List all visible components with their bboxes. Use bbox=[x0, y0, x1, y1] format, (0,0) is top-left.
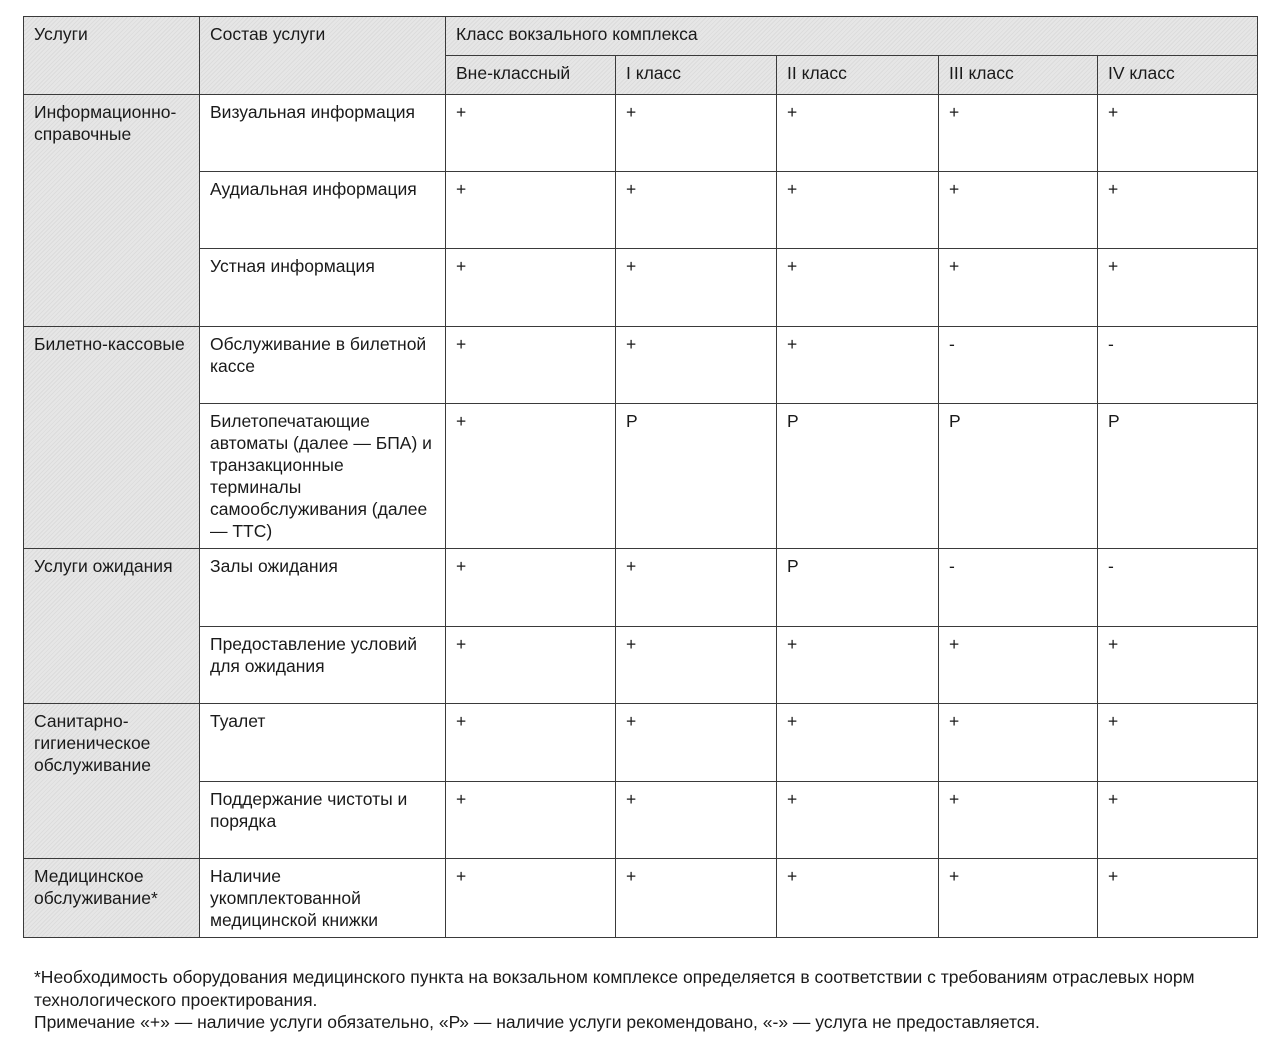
value-cell: + bbox=[1098, 782, 1258, 859]
value-cell: + bbox=[939, 782, 1098, 859]
value-cell: + bbox=[1098, 249, 1258, 327]
value-cell: + bbox=[777, 249, 939, 327]
service-cell: Аудиальная информация bbox=[200, 172, 446, 249]
value-cell: + bbox=[446, 549, 616, 627]
service-cell: Залы ожидания bbox=[200, 549, 446, 627]
value-cell: + bbox=[446, 782, 616, 859]
service-cell: Визуальная информация bbox=[200, 95, 446, 172]
value-cell: - bbox=[1098, 327, 1258, 404]
header-class: II класс bbox=[777, 56, 939, 95]
value-cell: + bbox=[1098, 627, 1258, 704]
value-cell: + bbox=[1098, 95, 1258, 172]
value-cell: + bbox=[1098, 859, 1258, 938]
value-cell: - bbox=[939, 549, 1098, 627]
value-cell: + bbox=[1098, 172, 1258, 249]
value-cell: Р bbox=[616, 404, 777, 549]
value-cell: + bbox=[446, 704, 616, 782]
service-cell: Предоставление условий для ожидания bbox=[200, 627, 446, 704]
value-cell: + bbox=[446, 95, 616, 172]
service-cell: Поддержание чистоты и порядка bbox=[200, 782, 446, 859]
service-group: Услуги ожидания bbox=[24, 549, 200, 704]
service-cell: Наличие укомплектованной медицинской книжки bbox=[200, 859, 446, 938]
header-class: I класс bbox=[616, 56, 777, 95]
table-row bbox=[24, 249, 1258, 327]
value-cell: + bbox=[777, 782, 939, 859]
value-cell: + bbox=[616, 95, 777, 172]
value-cell: + bbox=[446, 404, 616, 549]
value-cell: + bbox=[939, 859, 1098, 938]
value-cell: + bbox=[939, 704, 1098, 782]
value-cell: Р bbox=[777, 549, 939, 627]
header-class: Вне-классный bbox=[446, 56, 616, 95]
header-class-group: Класс вокзального комплекса bbox=[446, 17, 1258, 56]
value-cell: + bbox=[939, 249, 1098, 327]
value-cell: + bbox=[616, 704, 777, 782]
value-cell: + bbox=[616, 249, 777, 327]
value-cell: + bbox=[939, 172, 1098, 249]
value-cell: - bbox=[939, 327, 1098, 404]
table-row bbox=[24, 549, 1258, 627]
service-group: Санитарно-гигиеническое обслуживание bbox=[24, 704, 200, 859]
footnote-legend: Примечание «+» — наличие услуги обязательно, «Р» — наличие услуги рекомендовано, «-» — услуга не предоставляется. bbox=[34, 1012, 1040, 1032]
services-table bbox=[23, 16, 1258, 938]
value-cell: + bbox=[777, 859, 939, 938]
value-cell: + bbox=[446, 249, 616, 327]
value-cell: Р bbox=[1098, 404, 1258, 549]
value-cell: + bbox=[777, 95, 939, 172]
value-cell: + bbox=[1098, 704, 1258, 782]
table-row bbox=[24, 327, 1258, 404]
value-cell: + bbox=[446, 172, 616, 249]
value-cell: + bbox=[616, 549, 777, 627]
value-cell: + bbox=[446, 859, 616, 938]
service-cell: Обслуживание в билетной кассе bbox=[200, 327, 446, 404]
value-cell: Р bbox=[777, 404, 939, 549]
value-cell: + bbox=[777, 327, 939, 404]
value-cell: - bbox=[1098, 549, 1258, 627]
table-row bbox=[24, 95, 1258, 172]
value-cell: + bbox=[777, 627, 939, 704]
table-row bbox=[24, 782, 1258, 859]
value-cell: + bbox=[446, 327, 616, 404]
table-row bbox=[24, 172, 1258, 249]
service-cell: Устная информация bbox=[200, 249, 446, 327]
header-services: Услуги bbox=[24, 17, 200, 95]
value-cell: + bbox=[939, 627, 1098, 704]
table-row bbox=[24, 627, 1258, 704]
service-cell: Билетопечатающие автоматы (далее — БПА) и транзакционные терминалы самообслуживания (далее — ТТС) bbox=[200, 404, 446, 549]
value-cell: + bbox=[616, 782, 777, 859]
value-cell: + bbox=[939, 95, 1098, 172]
footnote-asterisk: *Необходимость оборудования медицинского пункта на вокзальном комплексе определяется в соответствии с требованиям отраслевых норм технологического проектирования. bbox=[34, 967, 1195, 1010]
value-cell: Р bbox=[939, 404, 1098, 549]
table-row bbox=[24, 404, 1258, 549]
value-cell: + bbox=[777, 704, 939, 782]
service-group: Билетно-кассовые bbox=[24, 327, 200, 549]
value-cell: + bbox=[616, 859, 777, 938]
header-row-1 bbox=[24, 17, 1258, 56]
service-group: Информационно-справочные bbox=[24, 95, 200, 327]
value-cell: + bbox=[616, 327, 777, 404]
value-cell: + bbox=[616, 172, 777, 249]
table-row bbox=[24, 704, 1258, 782]
table-row bbox=[24, 859, 1258, 938]
value-cell: + bbox=[616, 627, 777, 704]
service-group: Медицинское обслуживание* bbox=[24, 859, 200, 938]
header-class: IV класс bbox=[1098, 56, 1258, 95]
header-composition: Состав услуги bbox=[200, 17, 446, 95]
value-cell: + bbox=[446, 627, 616, 704]
footnotes bbox=[34, 966, 1244, 1034]
header-class: III класс bbox=[939, 56, 1098, 95]
service-cell: Туалет bbox=[200, 704, 446, 782]
value-cell: + bbox=[777, 172, 939, 249]
